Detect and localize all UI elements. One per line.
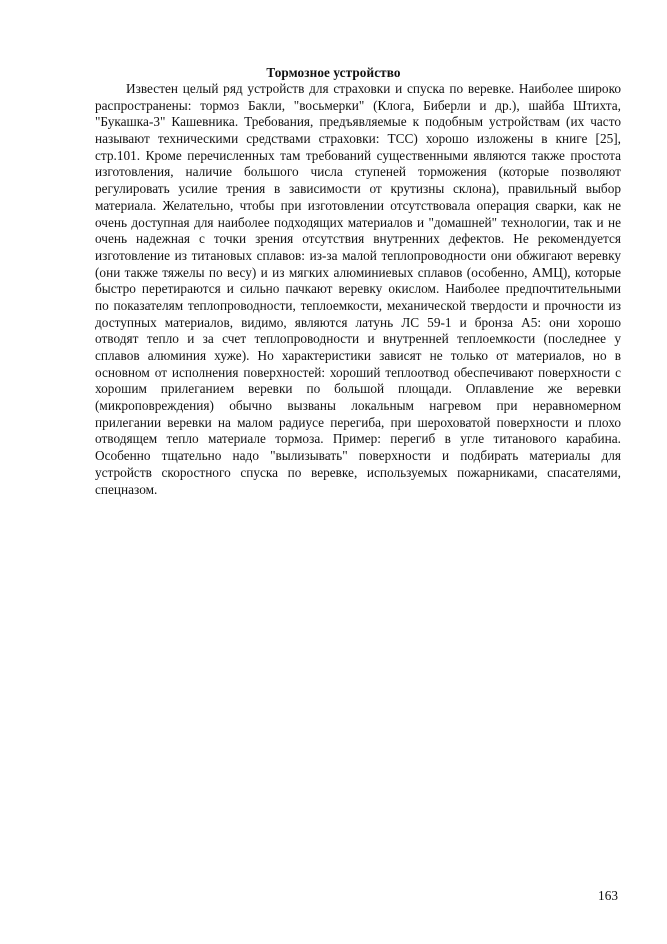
paragraph-line: (микроповреждения) обычно вызваны локальным нагревом при неравномерном bbox=[95, 398, 621, 414]
paragraph-line: доступных материалов, видимо, являются латунь ЛС 59-1 и бронза А5: они хорошо bbox=[95, 314, 621, 330]
paragraph-line: регулировать усилие трения в зависимости от крутизны склона), правильный выбор bbox=[95, 181, 621, 197]
paragraph-line: Известен целый ряд устройств для страховки и спуска по веревке. Наиболее широко bbox=[126, 81, 621, 96]
page-number: 163 bbox=[598, 888, 618, 903]
paragraph-line: отводящем тепло материале тормоза. Пример: перегиб в угле титанового карабина. bbox=[95, 431, 621, 447]
paragraph-line: очень доступная для наиболее подходящих материалов и "домашней" технологии, так и не bbox=[95, 214, 621, 230]
paragraph-line: (они также тяжелы по весу) и из мягких алюминиевых сплавов (особенно, АМЦ), которые bbox=[95, 264, 621, 280]
paragraph-line: изготовления, наличие большого числа ступеней торможения (которые позволяют bbox=[95, 164, 621, 180]
paragraph-line: очень надежная с точки зрения отсутствия внутренних дефектов. Не рекомендуется bbox=[95, 231, 621, 247]
paragraph-line: изготовление из титановых сплавов: из-за малой теплопроводности они обжигают веревку bbox=[95, 247, 621, 263]
paragraph-line: быстро перетираются и сильно пачкают веревку окислом. Наиболее предпочтительными bbox=[95, 281, 621, 297]
paragraph-line: прилегании веревки на малом радиусе перегиба, при шероховатой поверхности и плохо bbox=[95, 414, 621, 430]
paragraph-line: спецназом. bbox=[95, 481, 158, 497]
paragraph-line: называют техническими средствами страховки: ТСС) хорошо изложены в книге [25], bbox=[95, 131, 621, 147]
paragraph-line: отводят тепло и за счет теплопроводности и внутренней теплоемкости (последнее у bbox=[95, 331, 621, 347]
paragraph-line: по показателям теплопроводности, теплоемкости, механической твердости и прочности из bbox=[95, 297, 621, 313]
paragraph-line: стр.101. Кроме перечисленных там требований существенными являются также простота bbox=[95, 147, 621, 163]
paragraph-line: устройств скоростного спуска по веревке, используемых пожарниками, спасателями, bbox=[95, 464, 621, 480]
paragraph-line: хорошим прилеганием веревки по большой площади. Оплавление же веревки bbox=[95, 381, 621, 397]
paragraph-line: Особенно тщательно надо "вылизывать" поверхности и подбирать материалы для bbox=[95, 448, 621, 464]
section-title: Тормозное устройство bbox=[266, 65, 401, 80]
paragraph-line: сплавов алюминия хуже). Но характеристики зависят не только от материалов, но в bbox=[95, 348, 621, 363]
body-paragraph bbox=[95, 81, 621, 498]
paragraph-line: материала. Желательно, чтобы при изготовлении отсутствовала операция сварки, как не bbox=[95, 197, 621, 213]
paragraph-line: основном от исполнения поверхностей: хороший теплоотвод обеспечивают поверхности с bbox=[95, 364, 621, 380]
paragraph-line: распространены: тормоз Бакли, "восьмерки" (Клога, Биберли и др.), шайба Штихта, bbox=[95, 97, 621, 113]
paragraph-line: "Букашка-3" Кашевника. Требования, предъявляемые к подобным устройствам (их часто bbox=[95, 114, 621, 130]
